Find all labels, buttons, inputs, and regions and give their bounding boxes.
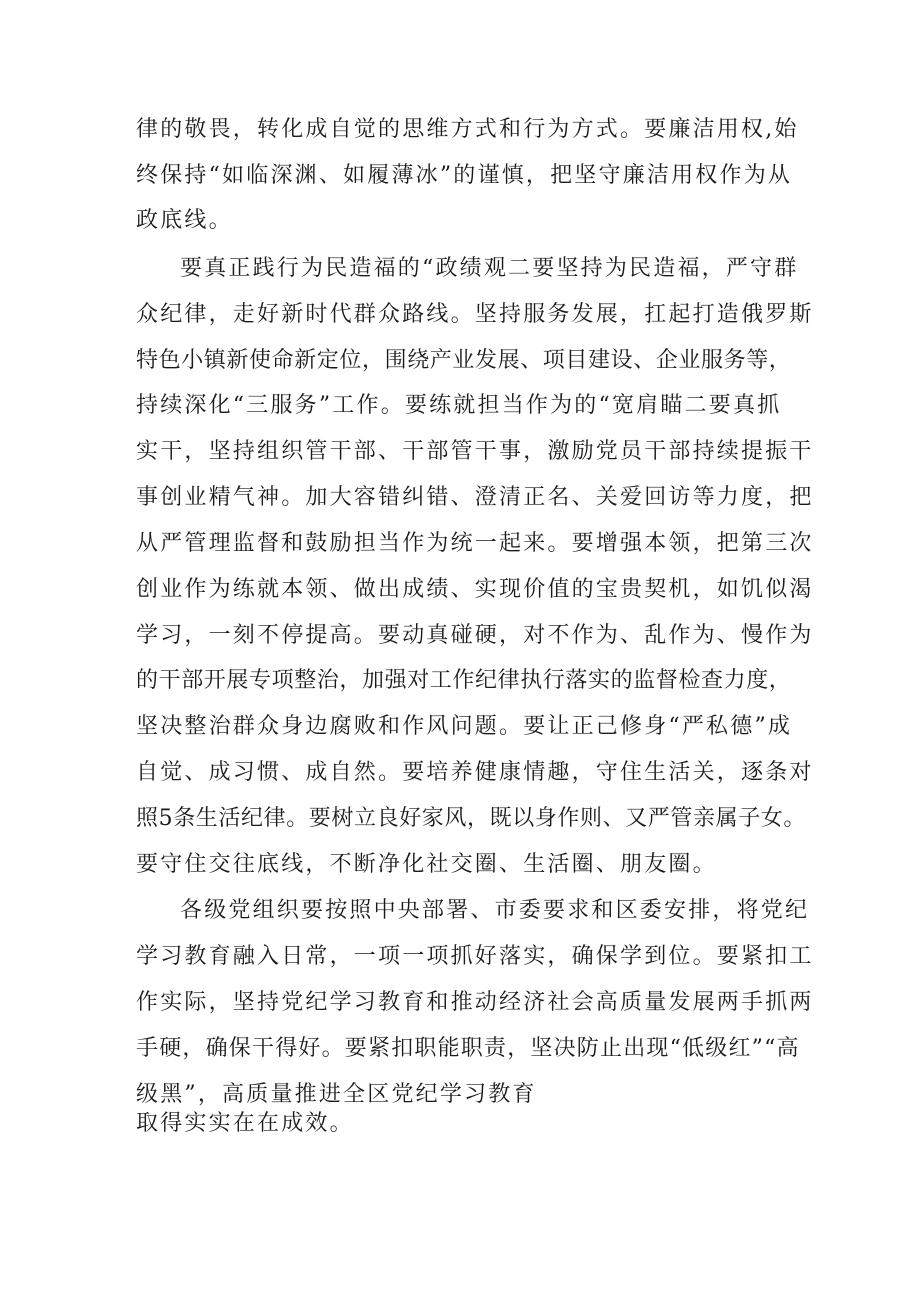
- text-line: 手硬，确保干得好。要紧扣职能职责，坚决防止出现“低级红”“高: [136, 1036, 800, 1061]
- text-line: 持续深化“三服务”工作。要练就担当作为的“宽肩瞄二要真抓: [136, 393, 782, 418]
- text-line: 级黑”，高质量推进全区党纪学习教育: [136, 1082, 537, 1107]
- text-line: 学习，一刻不停提高。要动真碰硬，对不作为、乱作为、慢作为: [136, 623, 814, 648]
- text-line: 从严管理监督和鼓励担当作为统一起来。要增强本领，把第三次: [136, 531, 814, 556]
- text-line: 终保持“如临深渊、如履薄冰”的谨慎，把坚守廉洁用权作为从: [136, 163, 793, 188]
- text-line: 创业作为练就本领、做出成绩、实现价值的宝贵契机，如饥似渴: [136, 577, 814, 602]
- text-line: 坚决整治群众身边腐败和作风问题。要让正己修身“严私德”成: [136, 714, 793, 739]
- text-line: 事创业精气神。加大容错纠错、澄清正名、关爱回访等力度，把: [136, 485, 814, 510]
- text-line: 取得实实在在成效。: [136, 1111, 354, 1136]
- text-line: 作实际，坚持党纪学习教育和推动经济社会高质量发展两手抓两: [136, 990, 814, 1015]
- text-line: 实干，坚持组织管干部、干部管干事，激励党员干部持续提振干: [136, 439, 814, 464]
- text-line: 的干部开展专项整治，加强对工作纪律执行落实的监督检查力度，: [136, 668, 792, 693]
- paragraph-first-line: 要真正践行为民造福的“政绩观二要坚持为民造福，严守群: [180, 256, 799, 281]
- text-line: 众纪律，走好新时代群众路线。坚持服务发展，扛起打造俄罗斯: [136, 302, 814, 327]
- text-line: 政底线。: [136, 208, 233, 233]
- text-line: 要守住交往底线，不断净化社交圈、生活圈、朋友圈。: [136, 852, 717, 877]
- text-line: 照5条生活纪律。要树立良好家风，既以身作则、又严管亲属子女。: [136, 806, 806, 831]
- text-line: 特色小镇新使命新定位，围绕产业发展、项目建设、企业服务等，: [136, 348, 792, 373]
- text-line: 学习教育融入日常，一项一项抓好落实，确保学到位。要紧扣工: [136, 944, 814, 969]
- paragraph-first-line: 各级党组织要按照中央部署、市委要求和区委安排，将党纪: [180, 898, 810, 923]
- text-line: 律的敬畏，转化成自觉的思维方式和行为方式。要廉洁用权,始: [136, 117, 799, 142]
- text-line: 自觉、成习惯、成自然。要培养健康情趣，守住生活关，逐条对: [136, 760, 814, 785]
